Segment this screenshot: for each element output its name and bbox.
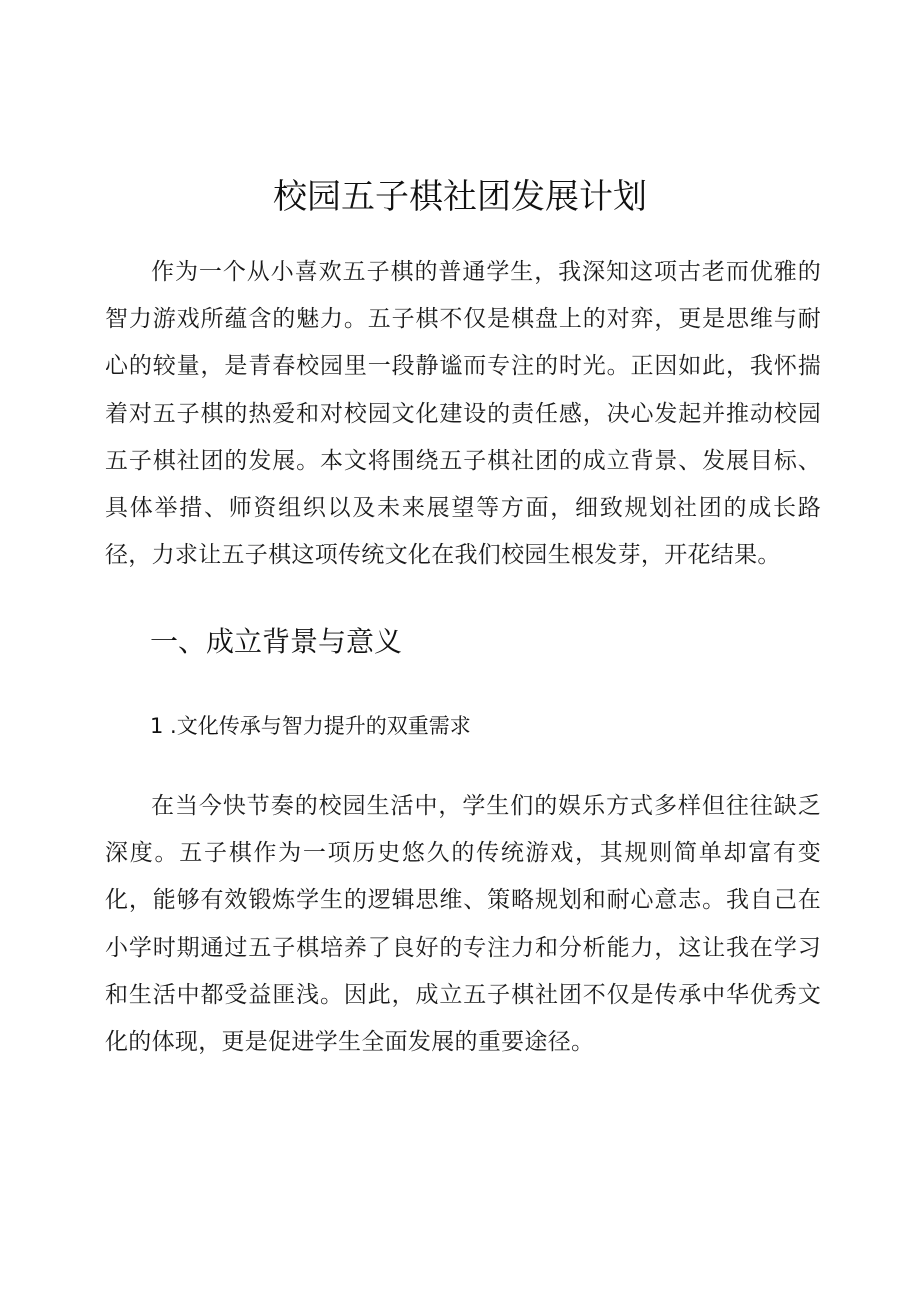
intro-paragraph: 作为一个从小喜欢五子棋的普通学生，我深知这项古老而优雅的智力游戏所蕴含的魅力。五子棋不仅是棋盘上的对弈，更是思维与耐心的较量，是青春校园里一段静谧而专注的时光。正因如此，我怀揣着对五子棋的热爱和对校园文化建设的责任感，决心发起并推动校园五子棋社团的发展。本文将围绕五子棋社团的成立背景、发展目标、具体举措、师资组织以及未来展望等方面，细致规划社团的成长路径，力求让五子棋这项传统文化在我们校园生根发芽，开花结果。 <box>105 259 821 569</box>
subsection-heading: 1 .文化传承与智力提升的双重需求 <box>150 714 471 738</box>
document-title: 校园五子棋社团发展计划 <box>273 177 647 217</box>
body-paragraph: 在当今快节奏的校园生活中，学生们的娱乐方式多样但往往缺乏深度。五子棋作为一项历史悠久的传统游戏，其规则简单却富有变化，能够有效锻炼学生的逻辑思维、策略规划和耐心意志。我自己在小学时期通过五子棋培养了良好的专注力和分析能力，这让我在学习和生活中都受益匪浅。因此，成立五子棋社团不仅是传承中华优秀文化的体现，更是促进学生全面发展的重要途径。 <box>105 793 821 1056</box>
section-heading: 一、成立背景与意义 <box>150 625 403 658</box>
